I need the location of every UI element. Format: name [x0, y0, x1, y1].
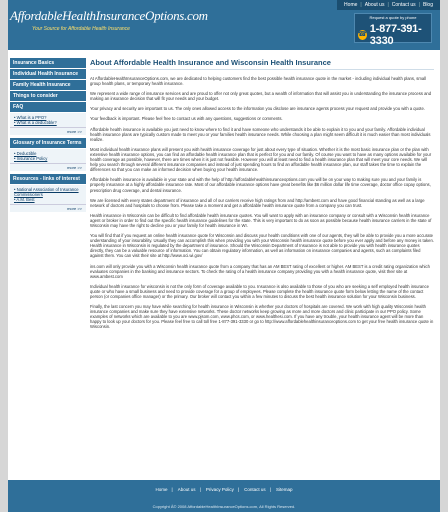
glossary-more-link[interactable]: more >>: [10, 164, 86, 174]
faq-link-deductible[interactable]: • What is a deductible?: [14, 120, 57, 125]
tagline: Your Source for Affordable Health Insurance: [32, 26, 130, 32]
paragraph: Your feedback is important. Please feel free to contact us with any questions, suggestions or comments.: [90, 116, 283, 122]
glossary-link-insurance-policy[interactable]: • Insurance Policy: [14, 156, 48, 161]
footer-nav: [8, 480, 440, 492]
paragraph: ins.oom will only provide you with a Wisconsin health insurance quote from a company that has an AM BEST rating of excellent or higher. AM BEST is a credit rating organization which evaluates companies in the banking and insurance sectors. To check the rating of a health insurance company providing you with a health insurance quote, visit their site at www.ambest.com: [90, 263, 430, 279]
paragraph: Most individual health insurance plans will present you with health insurance coverage for just about every type of situation. Whether it is the most basic insurance plan or the plan with extensive health insurance options, you can find an affordable health insurance plan that is perfect for you and our family. Of course you want to have as many options available for your health coverage as possible, however, there are times when it is just not feasible. However you will at least need to find a health insurance plan that will meet your core needs. We will help you search through several different insurance companies and instead of just spending hours to find an affordable health insurance plan, our staff takes the time to explain the differences so that you can make an informed decision when buying your health insurance.: [90, 146, 432, 173]
footer-contact-link[interactable]: Contact us: [244, 487, 266, 492]
glossary-links: [10, 149, 86, 164]
sidebar-item-things-to-consider[interactable]: Things to consider: [10, 91, 86, 102]
paragraph: Your privacy and security are important to us. The only ones allowed access to the information you disclose are insurance agents process your request and provide you with a quote.: [90, 106, 425, 112]
header: [8, 0, 440, 50]
faq-links: [10, 113, 86, 128]
paragraph: At AffordableHealthInsuranceOptions.com, we are dedicated to helping customers find the best possible health insurance quote in the market - including individual health plans, small group health plans, or temporary health insurance.: [90, 76, 427, 87]
paragraph: We represent a wide range of insurance services and are proud to offer not only great quotes, but a wealth of information that will assist you in understanding the insurance process and making an insurance decision that will fit your needs and your budget.: [90, 91, 432, 102]
paragraph: Health insurance in Wisconsin can be difficult to find affordable health insurance quotes. You will want to apply with an insurance company or consult with a Wisconsin health insurance agent or broker in order to find out the specific health insurance guidelines for the state. This is very important to do as soon as possible because health insurance carriers in the state of Wisconsin may have the right to decline you or your family for health insurance in WI.: [90, 212, 432, 228]
sidebar-item-family-health[interactable]: Family Health Insurance: [10, 80, 86, 91]
sidebar-resources-title[interactable]: Resources - links of interest: [10, 174, 86, 185]
page: [8, 0, 440, 512]
nav-about-link[interactable]: About us: [364, 2, 385, 8]
paragraph: Affordable health insurance is available in your state and with the help of http://affordablehealthinsuranceoptions.com you will be on your way to making sure you and your family is properly insurance at a highly affordable insurance rate. Most of our affordable insurance options have great benefits like $6 million dollar life time coverage, doctor office copay options, prescription drug coverage, and dental insurance.: [90, 177, 431, 193]
phone-row: [358, 23, 431, 47]
sidebar: [10, 58, 86, 215]
top-nav: [337, 0, 440, 10]
paragraph: We are licensed with every states department of insurance and all of our carriers receive high ratings from and http://ambest.com and have good financial standing as well as a large network of doctors and hospitals to choose from. Please take a moment and get a affordable health insurance quote from a company you can trust.: [90, 197, 425, 208]
footer-separator: |: [269, 487, 271, 492]
resource-link-ambest[interactable]: • A.M. Best: [14, 197, 35, 202]
resources-more-link[interactable]: more >>: [10, 205, 86, 215]
footer-separator: |: [199, 487, 201, 492]
faq-more-link[interactable]: more >>: [10, 128, 86, 138]
copyright: Copyright Â© 2008 AffordableHealthInsuranceOptions.com, All Rights Reserved.: [152, 504, 296, 509]
phone-icon: ☎: [358, 31, 367, 38]
footer-about-link[interactable]: About us: [177, 487, 196, 492]
footer-sitemap-link[interactable]: Sitemap: [275, 487, 293, 492]
footer-privacy-link[interactable]: Privacy Policy: [205, 487, 234, 492]
sidebar-item-insurance-basics[interactable]: Insurance Basics: [10, 58, 86, 69]
nav-separator: |: [360, 2, 362, 8]
nav-blog-link[interactable]: Blog: [422, 2, 433, 8]
phone-number[interactable]: 1-877-391-3330: [369, 23, 422, 47]
nav-home-link[interactable]: Home: [344, 2, 358, 8]
nav-contact-link[interactable]: Contact us: [391, 2, 416, 8]
paragraph: Individual health insurance for wisconsin is not the only form of coverage available to you. Insurance is also available to those of you who are seeking a self employed health insurance quote or who have a small business and need to provide coverage for a group of employees. Please complete the health insurance quote form below letting the name of the contact person (or companies office manager) or the primary. Our broker will contact you within a few minutes to discuss the best health insurance solution for your Wisconsin business.: [90, 283, 429, 299]
phone-label: Request a quote by phone: [369, 15, 417, 20]
site-logo[interactable]: AffordableHealthInsuranceOptions.com: [10, 8, 208, 23]
sidebar-glossary-title[interactable]: Glossary of Insurance Terms: [10, 138, 86, 149]
footer: [8, 480, 440, 512]
footer-home-link[interactable]: Home: [155, 487, 168, 492]
resources-links: [10, 185, 86, 205]
paragraph: Finally, the last concern you may have while searching for health insurance in Wisconsin is whether your doctors of hospitals are covered. We work with high quality Wisconsin health insurance companies and make sure they have extensive networks. These doctor networks keep growing as more and more doctors and clinic participate in our PPO policy. Some examples of networks which are available to you are www.pjsom.com, www.phcs.com, or www.healthesi.com. If you have any trouble, your health insurance agent will be more than happy to look up your doctors for you. Please feel free to call toll free 1-877-391-3330 or go to http://www.affordablehealthinsuranceoptions.com to get your free health insurance quote in Wisconsin.: [90, 304, 434, 330]
main-content: [90, 58, 434, 335]
faq-link-ppo[interactable]: • What is a PPO?: [14, 115, 47, 120]
footer-separator: |: [237, 487, 240, 492]
page-title: About Affordable Health Insurance and Wisconsin Health Insurance: [90, 58, 434, 70]
paragraph: You will find that if you request an online health insurance quote for Wisconsin and discuss your health conditions with one of our agents, they will be able to provide you a more accurate understanding of your insurability. Usually they can accomplish this when providing you with your Wisconsin health insurance quote before you ever apply and before any money is taken. Health insurance in Wisconsin is regulated by the department of insurance. Should the Wisconsin Department of Insurance is not able to provide you with health insurance quotes directly, they can be a valuable resource of information. You can obtain regulatory information, as well as information on insurance companies and agents, such as complaints filed against them. You can visit their site at http://www.oci.wi.gov/: [90, 233, 434, 259]
glossary-link-deductible[interactable]: • Deductible: [14, 151, 37, 156]
nav-separator: |: [418, 2, 420, 8]
resource-link-naic[interactable]: • National Association of Insurance Commissioners: [14, 187, 79, 197]
footer-separator: |: [171, 487, 173, 492]
nav-separator: |: [387, 2, 389, 8]
sidebar-item-faq[interactable]: FAQ: [10, 102, 86, 113]
sidebar-item-individual-health[interactable]: Individual Health Insurance: [10, 69, 86, 80]
paragraph: Affordable health insurance is available you just need to know where to find it and have someone who understands it be able to explain it to you and your family. Affordable individual health insurance plans are typically custom made to meet you or your families health insurance needs. While choosing a plan might seem difficult it is much easier than most individuals realize.: [90, 126, 431, 142]
phone-quote-box: [354, 13, 432, 47]
